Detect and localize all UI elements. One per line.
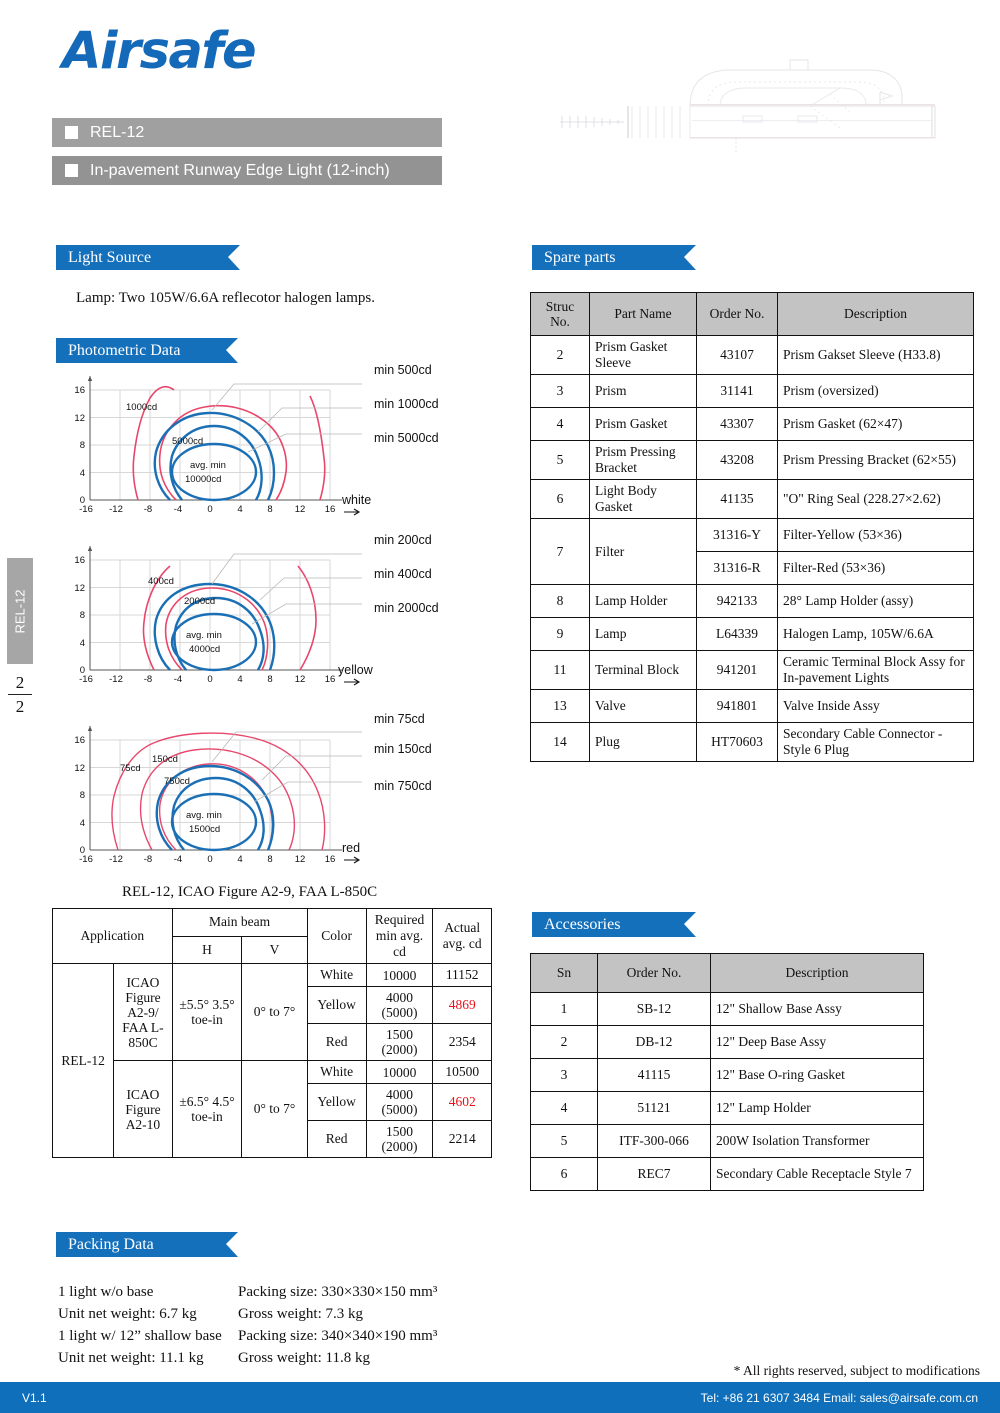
svg-text:16: 16	[74, 385, 85, 396]
chart-red-color-label: red	[342, 841, 361, 855]
table-row	[531, 336, 974, 375]
cell-part-name: Prism	[590, 375, 697, 408]
th-application: Application	[53, 909, 173, 964]
cell-actual: 4602	[433, 1084, 492, 1121]
chart-white-color-label: white	[342, 493, 372, 507]
svg-text:150cd: 150cd	[152, 754, 178, 765]
cell-h-0: ±5.5° 3.5° toe-in	[172, 964, 242, 1061]
svg-text:4: 4	[79, 638, 85, 649]
svg-text:-8: -8	[143, 854, 153, 865]
th-part-name: Part Name	[590, 293, 697, 336]
cell-description: 28° Lamp Holder (assy)	[778, 585, 974, 618]
svg-text:4: 4	[237, 854, 243, 865]
table-row	[531, 441, 974, 480]
th-struc-no	[531, 293, 590, 336]
cell-required: 4000 (5000)	[366, 1084, 433, 1121]
table-row	[531, 480, 974, 519]
cell-part-name: Prism Gasket Sleeve	[590, 336, 697, 375]
cell-description: Valve Inside Assy	[778, 690, 974, 723]
svg-text:12: 12	[294, 504, 306, 515]
chart-yellow-arrow-icon	[344, 678, 364, 686]
svg-text:avg. min: avg. min	[186, 810, 222, 821]
svg-text:4: 4	[237, 504, 243, 515]
cell-description: Secondary Cable Receptacle Style 7	[711, 1158, 924, 1191]
section-tag-spare-parts: Spare parts	[532, 245, 684, 270]
cell-order-no: HT70603	[697, 723, 778, 762]
contact-label: Tel: +86 21 6307 3484 Email: sales@airsafe.com.cn	[700, 1391, 978, 1405]
description-label: In-pavement Runway Edge Light (12-inch)	[90, 161, 390, 179]
svg-text:0: 0	[207, 674, 213, 685]
cell-order-no: SB-12	[598, 993, 711, 1026]
page-total: 2	[15, 697, 25, 716]
svg-text:-8: -8	[143, 674, 153, 685]
th-struc-line2: No.	[550, 314, 570, 329]
svg-text:1000cd: 1000cd	[126, 402, 158, 413]
cell-actual: 10500	[433, 1061, 492, 1084]
svg-text:750cd: 750cd	[164, 776, 190, 787]
airfield-layout-drawing	[540, 34, 960, 164]
cell-struc-no: 14	[531, 723, 590, 762]
cell-description: Prism Pressing Bracket (62×55)	[778, 441, 974, 480]
svg-text:-12: -12	[109, 854, 123, 865]
cell-description: Filter-Yellow (53×36)	[778, 519, 974, 552]
chart-yellow-color-label: yellow	[338, 663, 373, 677]
th-sn: Sn	[531, 954, 598, 993]
cell-color: Red	[307, 1121, 366, 1158]
svg-text:-12: -12	[109, 504, 123, 515]
page-divider	[8, 694, 32, 695]
cell-order-no: 31316-R	[697, 552, 778, 585]
cell-h-1: ±6.5° 4.5° toe-in	[172, 1061, 242, 1158]
packing-line	[58, 1281, 498, 1303]
cell-description: 12" Lamp Holder	[711, 1092, 924, 1125]
packing-right: Gross weight: 11.8 kg	[238, 1350, 370, 1366]
chart-white-arrow-icon	[344, 508, 364, 516]
th-main-beam: Main beam	[172, 909, 307, 937]
chart-caption: REL-12, ICAO Figure A2-9, FAA L-850C	[122, 884, 378, 900]
table-row	[53, 1061, 492, 1084]
cell-struc-no: 11	[531, 651, 590, 690]
svg-text:-4: -4	[173, 504, 183, 515]
svg-text:0: 0	[79, 665, 85, 676]
chart-red-callout-1: min 150cd	[374, 742, 432, 756]
svg-text:0: 0	[207, 854, 213, 865]
cell-actual: 2214	[433, 1121, 492, 1158]
table-row	[531, 618, 974, 651]
cell-sn: 1	[531, 993, 598, 1026]
side-tab-label: REL-12	[12, 589, 28, 634]
svg-text:avg. min: avg. min	[186, 630, 222, 641]
cell-order-no: 31316-Y	[697, 519, 778, 552]
th-order-no: Order No.	[598, 954, 711, 993]
th-required: Required min avg. cd	[366, 909, 433, 964]
cell-color: Yellow	[307, 987, 366, 1024]
table-header-row	[531, 954, 924, 993]
side-tab-model	[7, 558, 33, 664]
svg-text:0: 0	[79, 495, 85, 506]
cell-actual: 4869	[433, 987, 492, 1024]
cell-struc-no: 6	[531, 480, 590, 519]
chart-red-callout-2: min 750cd	[374, 779, 432, 793]
cell-part-name: Prism Pressing Bracket	[590, 441, 697, 480]
svg-text:8: 8	[79, 610, 85, 621]
cell-struc-no: 4	[531, 408, 590, 441]
page-number	[7, 672, 33, 717]
svg-text:10000cd: 10000cd	[185, 474, 222, 485]
cell-order-no: 51121	[598, 1092, 711, 1125]
chart-white-callout-2: min 5000cd	[374, 431, 439, 445]
svg-text:16: 16	[324, 854, 336, 865]
cell-order-no: REC7	[598, 1158, 711, 1191]
airsafe-logo: Airsafe	[62, 22, 256, 81]
cell-description: 12" Base O-ring Gasket	[711, 1059, 924, 1092]
svg-text:12: 12	[74, 413, 85, 424]
cell-struc-no: 9	[531, 618, 590, 651]
packing-left: Unit net weight: 6.7 kg	[58, 1306, 197, 1322]
section-tag-photometric-data: Photometric Data	[56, 338, 226, 363]
table-row	[531, 651, 974, 690]
spare-parts-table	[530, 292, 974, 762]
table-row	[531, 723, 974, 762]
svg-text:16: 16	[74, 555, 85, 566]
svg-text:16: 16	[74, 735, 85, 746]
cell-description: "O" Ring Seal (228.27×2.62)	[778, 480, 974, 519]
isocandela-chart-yellow	[72, 538, 372, 698]
cell-part-name: Valve	[590, 690, 697, 723]
packing-left: Unit net weight: 11.1 kg	[58, 1350, 204, 1366]
th-color: Color	[307, 909, 366, 964]
table-row	[531, 1158, 924, 1191]
svg-text:8: 8	[79, 440, 85, 451]
cell-order-no: 43107	[697, 336, 778, 375]
svg-text:5000cd: 5000cd	[172, 436, 204, 447]
cell-part-name: Terminal Block	[590, 651, 697, 690]
cell-standard-1: ICAO Figure A2-10	[114, 1061, 172, 1158]
cell-description: Prism Gasket (62×47)	[778, 408, 974, 441]
application-table	[52, 908, 492, 1158]
table-row	[531, 993, 924, 1026]
cell-description: Prism (oversized)	[778, 375, 974, 408]
packing-right: Packing size: 330×330×150 mm³	[238, 1284, 438, 1300]
cell-order-no: 941201	[697, 651, 778, 690]
cell-sn: 6	[531, 1158, 598, 1191]
cell-struc-no: 2	[531, 336, 590, 375]
th-struc-line1: Struc	[545, 299, 575, 314]
chart-red-callout-0: min 75cd	[374, 712, 425, 726]
svg-text:4: 4	[79, 468, 85, 479]
cell-sn: 3	[531, 1059, 598, 1092]
chart-red-arrow-icon	[344, 856, 364, 864]
cell-description: Secondary Cable Connector - Style 6 Plug	[778, 723, 974, 762]
th-h: H	[172, 936, 242, 964]
svg-text:-16: -16	[79, 674, 93, 685]
table-row	[53, 964, 492, 987]
svg-text:12: 12	[74, 583, 85, 594]
cell-v-0: 0° to 7°	[242, 964, 307, 1061]
svg-text:-8: -8	[143, 504, 153, 515]
cell-struc-no: 13	[531, 690, 590, 723]
packing-line	[58, 1303, 498, 1325]
chart-white-callout-0: min 500cd	[374, 363, 432, 377]
svg-text:4: 4	[79, 818, 85, 829]
packing-data-list	[58, 1281, 498, 1369]
svg-text:-16: -16	[79, 854, 93, 865]
svg-text:-4: -4	[173, 854, 183, 865]
cell-part-name: Lamp Holder	[590, 585, 697, 618]
table-row	[531, 1125, 924, 1158]
cell-order-no: 43208	[697, 441, 778, 480]
cell-description: Ceramic Terminal Block Assy for In-pavement Lights	[778, 651, 974, 690]
cell-order-no: DB-12	[598, 1026, 711, 1059]
cell-required: 10000	[366, 964, 433, 987]
cell-sn: 4	[531, 1092, 598, 1125]
svg-text:-4: -4	[173, 674, 183, 685]
svg-text:-12: -12	[109, 674, 123, 685]
packing-left: 1 light w/ 12” shallow base	[58, 1328, 222, 1344]
cell-color: Red	[307, 1024, 366, 1061]
cell-struc-no: 5	[531, 441, 590, 480]
chart-yellow-callout-1: min 400cd	[374, 567, 432, 581]
cell-order-no: L64339	[697, 618, 778, 651]
section-tag-accessories: Accessories	[532, 912, 684, 937]
svg-text:16: 16	[324, 674, 336, 685]
svg-text:75cd: 75cd	[120, 763, 141, 774]
isocandela-chart-red	[72, 718, 372, 878]
description-bar	[52, 156, 442, 185]
svg-text:4000cd: 4000cd	[189, 644, 221, 655]
table-row	[531, 1059, 924, 1092]
cell-part-name: Prism Gasket	[590, 408, 697, 441]
table-row	[531, 519, 974, 552]
svg-text:12: 12	[294, 854, 306, 865]
th-actual: Actual avg. cd	[433, 909, 492, 964]
svg-text:0: 0	[79, 845, 85, 856]
cell-order-no: 41115	[598, 1059, 711, 1092]
packing-left: 1 light w/o base	[58, 1284, 154, 1300]
cell-actual: 2354	[433, 1024, 492, 1061]
th-v: V	[242, 936, 307, 964]
cell-sn: 5	[531, 1125, 598, 1158]
version-label: V1.1	[22, 1391, 47, 1405]
cell-order-no: 43307	[697, 408, 778, 441]
cell-part-name: Lamp	[590, 618, 697, 651]
table-row	[531, 408, 974, 441]
square-bullet-icon	[65, 126, 78, 139]
th-description: Description	[711, 954, 924, 993]
accessories-table	[530, 953, 924, 1191]
cell-required: 4000 (5000)	[366, 987, 433, 1024]
cell-struc-no: 7	[531, 519, 590, 585]
table-header-row	[53, 909, 492, 937]
chart-yellow-callout-2: min 2000cd	[374, 601, 439, 615]
cell-order-no: ITF-300-066	[598, 1125, 711, 1158]
model-label: REL-12	[90, 123, 145, 141]
svg-text:400cd: 400cd	[148, 576, 174, 587]
cell-struc-no: 8	[531, 585, 590, 618]
table-row	[531, 585, 974, 618]
svg-text:12: 12	[74, 763, 85, 774]
packing-line	[58, 1325, 498, 1347]
packing-right: Gross weight: 7.3 kg	[238, 1306, 363, 1322]
svg-text:-16: -16	[79, 504, 93, 515]
svg-text:0: 0	[207, 504, 213, 515]
cell-description: 200W Isolation Transformer	[711, 1125, 924, 1158]
page-current: 2	[15, 673, 25, 692]
cell-sn: 2	[531, 1026, 598, 1059]
svg-text:12: 12	[294, 674, 306, 685]
model-bar	[52, 118, 442, 147]
footer-bar	[0, 1382, 1000, 1413]
chart-yellow-callout-0: min 200cd	[374, 533, 432, 547]
svg-text:8: 8	[267, 674, 273, 685]
table-row	[531, 1026, 924, 1059]
section-tag-light-source: Light Source	[56, 245, 228, 270]
svg-text:8: 8	[267, 854, 273, 865]
light-source-text: Lamp: Two 105W/6.6A reflecotor halogen lamps.	[76, 290, 376, 306]
svg-text:16: 16	[324, 504, 336, 515]
cell-required: 1500 (2000)	[366, 1024, 433, 1061]
cell-description: 12" Deep Base Assy	[711, 1026, 924, 1059]
cell-description: 12" Shallow Base Assy	[711, 993, 924, 1026]
cell-standard-0: ICAO Figure A2-9/ FAA L-850C	[114, 964, 172, 1061]
cell-order-no: 942133	[697, 585, 778, 618]
table-header-row	[531, 293, 974, 336]
packing-line	[58, 1347, 498, 1369]
cell-order-no: 41135	[697, 480, 778, 519]
svg-text:4: 4	[237, 674, 243, 685]
svg-text:1500cd: 1500cd	[189, 824, 221, 835]
cell-description: Prism Gakset Sleeve (H33.8)	[778, 336, 974, 375]
square-bullet-icon	[65, 164, 78, 177]
cell-order-no: 941801	[697, 690, 778, 723]
table-row	[531, 375, 974, 408]
cell-required: 10000	[366, 1061, 433, 1084]
cell-color: White	[307, 1061, 366, 1084]
cell-order-no: 31141	[697, 375, 778, 408]
cell-description: Halogen Lamp, 105W/6.6A	[778, 618, 974, 651]
svg-text:avg. min: avg. min	[190, 460, 226, 471]
chart-white-callout-1: min 1000cd	[374, 397, 439, 411]
cell-v-1: 0° to 7°	[242, 1061, 307, 1158]
isocandela-chart-white	[72, 368, 372, 528]
rights-note: * All rights reserved, subject to modifications	[733, 1363, 980, 1378]
cell-struc-no: 3	[531, 375, 590, 408]
cell-part-name: Light Body Gasket	[590, 480, 697, 519]
svg-text:8: 8	[267, 504, 273, 515]
th-order-no: Order No.	[697, 293, 778, 336]
cell-color: Yellow	[307, 1084, 366, 1121]
cell-model: REL-12	[53, 964, 114, 1158]
cell-actual: 11152	[433, 964, 492, 987]
cell-part-name: Filter	[590, 519, 697, 585]
section-tag-packing-data: Packing Data	[56, 1232, 226, 1257]
packing-right: Packing size: 340×340×190 mm³	[238, 1328, 438, 1344]
cell-required: 1500 (2000)	[366, 1121, 433, 1158]
th-description: Description	[778, 293, 974, 336]
svg-text:2000cd: 2000cd	[184, 596, 216, 607]
cell-part-name: Plug	[590, 723, 697, 762]
table-row	[531, 1092, 924, 1125]
cell-description: Filter-Red (53×36)	[778, 552, 974, 585]
cell-color: White	[307, 964, 366, 987]
table-row	[531, 690, 974, 723]
svg-text:8: 8	[79, 790, 85, 801]
